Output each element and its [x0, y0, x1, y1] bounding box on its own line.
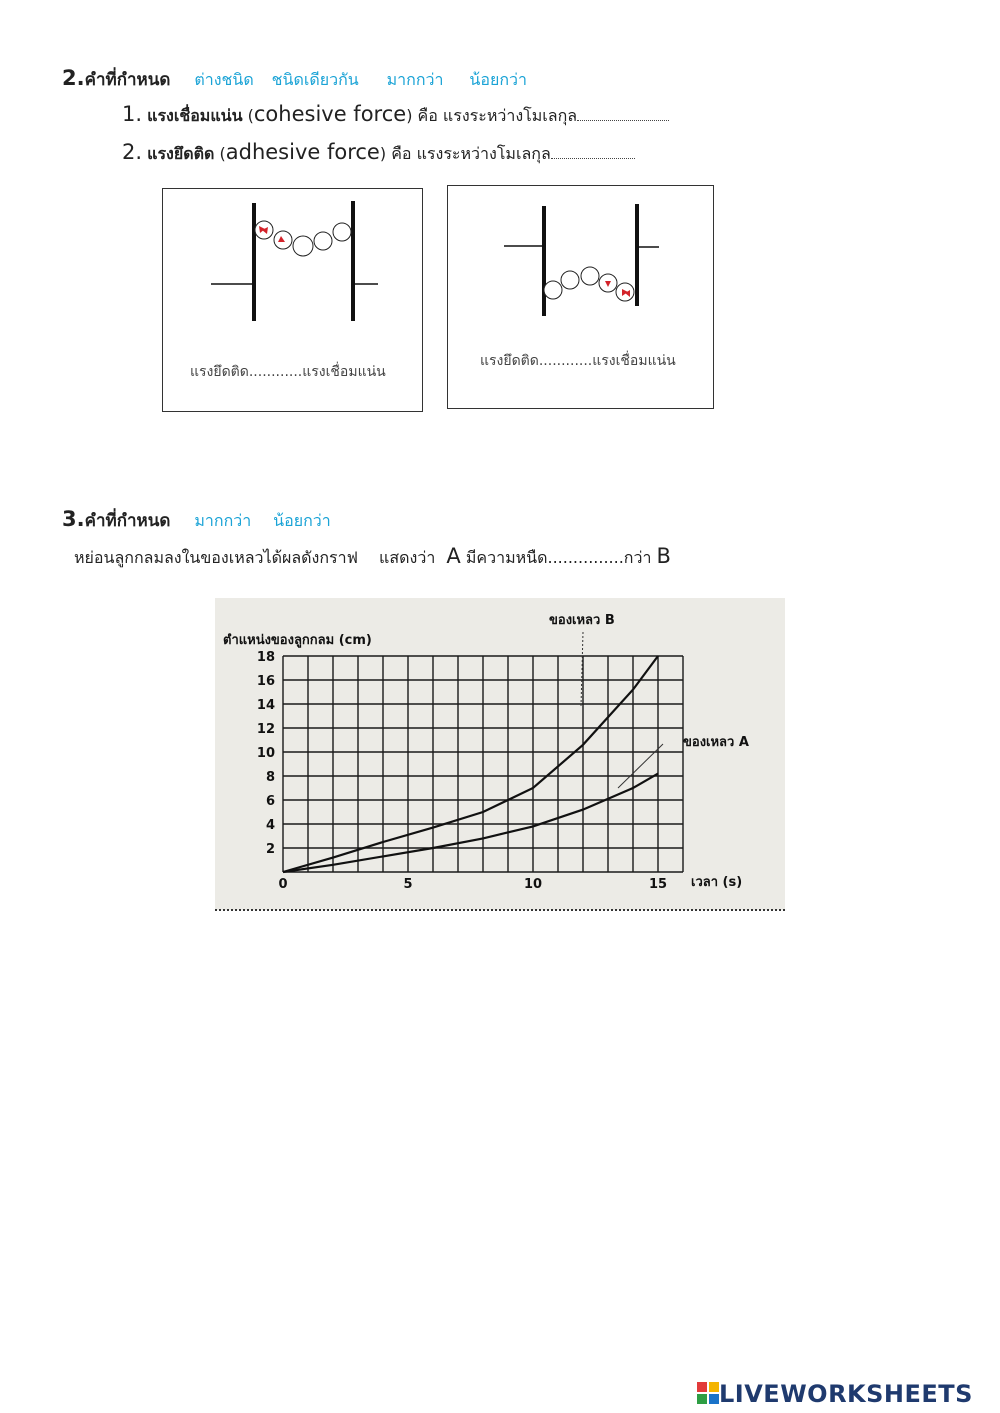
q2-item-1-english: cohesive force: [253, 102, 407, 126]
q2-item-2-num: 2.: [122, 140, 143, 164]
molecule: [314, 232, 332, 250]
convex-meniscus-diagram: [448, 186, 713, 408]
chart-series: [283, 656, 658, 872]
chart-grid: [283, 656, 683, 872]
q3-statement: [74, 544, 671, 571]
molecule: [293, 236, 313, 256]
position-time-chart: [215, 598, 785, 910]
y-tick-label: 10: [256, 746, 275, 761]
molecule-chain: [544, 267, 634, 301]
y-tick-label: 16: [256, 674, 275, 689]
q2-heading: [62, 66, 527, 93]
q2-item-1-answer-blank[interactable]: [577, 106, 669, 121]
x-tick-label: 0: [278, 877, 288, 892]
molecule: [581, 267, 599, 285]
q3-number: 3.: [62, 507, 85, 531]
y-tick-label: 8: [265, 770, 275, 785]
q2-item-1: [122, 102, 669, 129]
q2-item-2: [122, 140, 635, 167]
q2-item-2-answer-blank[interactable]: [551, 144, 635, 159]
x-tick-label: 15: [648, 877, 668, 892]
y-axis-label: ตำแหน่งของลูกกลม (cm): [223, 633, 372, 648]
q2-number: 2.: [62, 66, 85, 90]
y-tick-label: 18: [256, 650, 275, 665]
liveworksheets-logo-icon: [697, 1382, 719, 1406]
q2-option-2: ชนิดเดียวกัน: [271, 70, 359, 89]
x-axis-label: เวลา (s): [691, 875, 743, 890]
molecule-chain: [255, 221, 351, 256]
q3-statement-post[interactable]: มีความหนืด...............กว่า: [465, 548, 652, 567]
meniscus-box-convex: [447, 185, 714, 409]
q2-item-1-term: แรงเชื่อมแน่น: [147, 106, 243, 125]
box2-caption: แรงยึดติด............แรงเชื่อมแน่น: [480, 353, 676, 369]
y-tick-label: 14: [256, 698, 275, 713]
y-tick-label: 6: [265, 794, 275, 809]
box1-caption: แรงยึดติด............แรงเชื่อมแน่น: [190, 364, 386, 380]
q2-item-1-definition: คือ แรงระหว่างโมเลกุล: [417, 106, 578, 125]
liveworksheets-logo: [697, 1380, 973, 1406]
q2-item-1-open-paren: (: [247, 106, 254, 125]
chart-canvas: [215, 598, 785, 910]
pointer-line-a: [618, 744, 663, 788]
q2-item-2-definition: คือ แรงระหว่างโมเลกุล: [391, 144, 551, 163]
q2-option-1: ต่างชนิด: [194, 70, 254, 89]
x-tick-label: 5: [403, 877, 413, 892]
q2-option-3: มากกว่า: [386, 70, 444, 89]
q2-item-1-close-paren: ): [406, 106, 413, 125]
series-label-a: ของเหลว A: [683, 735, 749, 750]
q3-option-1: มากกว่า: [194, 511, 252, 530]
q3-heading: [62, 507, 331, 534]
q2-item-2-open-paren: (: [219, 144, 226, 163]
q2-option-4: น้อยกว่า: [469, 70, 527, 89]
series-line-b: [283, 656, 658, 872]
x-tick-label: 10: [523, 877, 543, 892]
q3-answer-line[interactable]: [215, 909, 785, 911]
y-tick-label: 4: [265, 818, 275, 833]
molecule: [561, 271, 579, 289]
q3-letter-a: A: [446, 544, 461, 568]
q2-item-2-close-paren: ): [379, 144, 387, 163]
q3-statement-pre: หย่อนลูกกลมลงในของเหลวได้ผลดังกราฟ: [74, 548, 358, 567]
liveworksheets-brand: LIVEWORKSHEETS: [719, 1380, 973, 1408]
q3-letter-b: B: [656, 544, 671, 568]
q2-item-1-num: 1.: [122, 102, 143, 126]
series-line-a: [283, 774, 658, 872]
y-tick-label: 2: [265, 842, 275, 857]
q2-title: คำที่กำหนด: [84, 70, 171, 90]
molecule: [544, 281, 562, 299]
q3-option-2: น้อยกว่า: [273, 511, 331, 530]
q2-item-2-english: adhesive force: [225, 140, 380, 164]
q3-title: คำที่กำหนด: [84, 511, 171, 531]
molecule: [333, 223, 351, 241]
meniscus-box-concave: [162, 188, 423, 412]
y-tick-label: 12: [256, 722, 275, 737]
q2-item-2-term: แรงยึดติด: [147, 144, 215, 163]
series-label-b: ของเหลว B: [549, 613, 615, 628]
chart-ticks: [257, 650, 667, 892]
q3-statement-mid: แสดงว่า: [379, 548, 436, 567]
